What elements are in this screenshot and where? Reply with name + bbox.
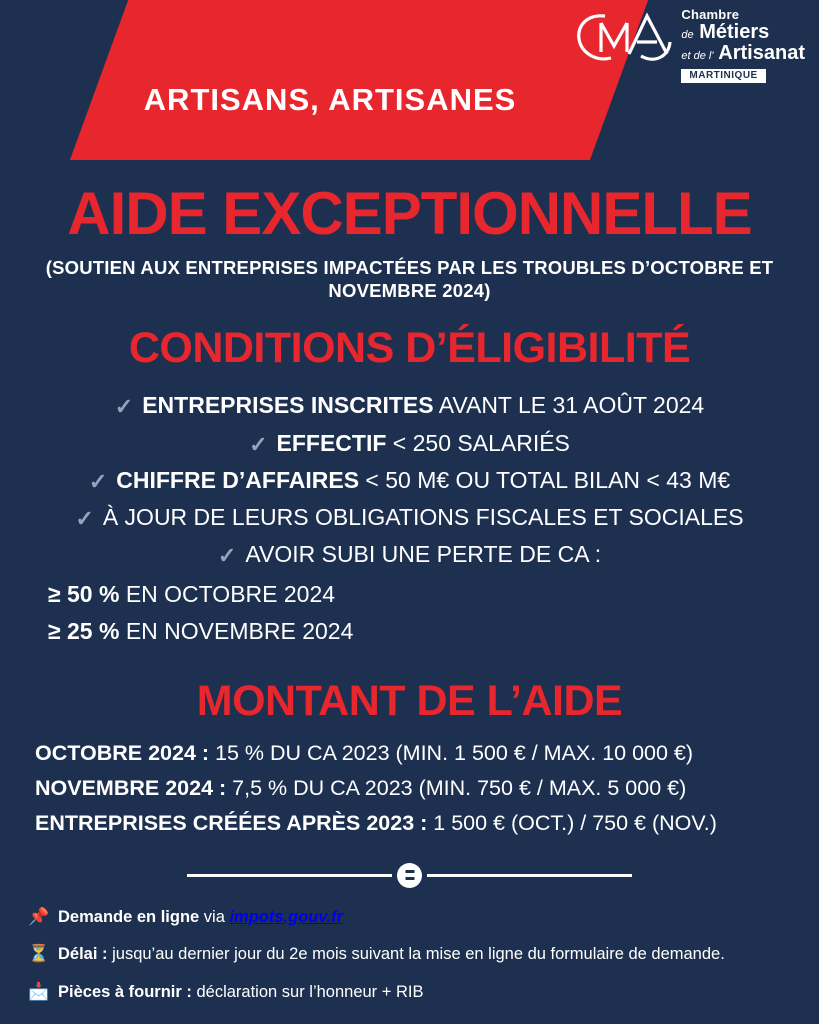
amount-line-bold: OCTOBRE 2024 : <box>35 741 210 766</box>
loss-line <box>48 613 819 651</box>
list-item-text: À JOUR DE LEURS OBLIGATIONS FISCALES ET SOCIALES <box>102 504 744 530</box>
note-text: jusqu’au dernier jour du 2e mois suivant la mise en ligne du formulaire de demande. <box>107 945 725 964</box>
note-bold: Pièces à fournir : <box>58 982 192 1001</box>
amount-line-text: 7,5 % DU CA 2023 (MIN. 750 € / MAX. 5 000 €) <box>226 776 687 801</box>
note-bold: Demande en ligne <box>58 907 200 926</box>
loss-line <box>48 576 819 614</box>
list-item <box>0 387 819 424</box>
page-subtitle: (SOUTIEN AUX ENTREPRISES IMPACTÉES PAR LES TROUBLES D’OCTOBRE ET NOVEMBRE 2024) <box>45 257 774 302</box>
hourglass-icon: ⏳ <box>28 944 50 964</box>
list-item-text: < 250 SALARIÉS <box>386 429 570 456</box>
note-mid: via <box>199 907 230 926</box>
check-icon: ✓ <box>88 468 108 494</box>
amount-line <box>35 806 819 841</box>
footer-notes <box>0 904 819 1006</box>
section-divider <box>0 863 819 888</box>
list-item-bold: EFFECTIF <box>276 429 387 456</box>
amount-section-title: MONTANT DE L’AIDE <box>196 677 623 726</box>
list-item-bold: CHIFFRE D’AFFAIRES <box>116 466 360 493</box>
loss-line-bold: ≥ 25 % <box>48 618 120 645</box>
logo-line-metiers-prefix: de <box>681 28 694 41</box>
divider-bar-left <box>187 874 392 877</box>
list-item-text: AVANT LE 31 AOÛT 2024 <box>433 392 705 419</box>
note-bold: Délai : <box>58 945 108 964</box>
divider-bar-right <box>427 874 632 877</box>
loss-thresholds <box>0 576 819 652</box>
check-icon: ✓ <box>217 543 237 569</box>
loss-line-bold: ≥ 50 % <box>48 580 120 607</box>
loss-line-text: EN OCTOBRE 2024 <box>119 580 336 607</box>
note-text: déclaration sur l’honneur + RIB <box>191 982 424 1001</box>
envelope-icon: 📩 <box>28 981 50 1001</box>
list-item <box>28 904 819 931</box>
amount-line-bold: NOVEMBRE 2024 : <box>35 776 227 801</box>
amount-line-text: 1 500 € (OCT.) / 750 € (NOV.) <box>427 811 717 836</box>
artisans-banner-text: ARTISANS, ARTISANES <box>143 82 517 117</box>
list-item-bold: ENTREPRISES INSCRITES <box>142 392 434 419</box>
logo-region-badge: MARTINIQUE <box>681 69 765 84</box>
amount-line <box>35 736 819 771</box>
logo-line-artisanat-prefix: et de l' <box>681 49 714 62</box>
check-icon: ✓ <box>249 431 268 457</box>
cma-logo-text <box>681 6 805 83</box>
list-item-text: AVOIR SUBI UNE PERTE DE CA : <box>245 541 602 568</box>
impots-gouv-link[interactable]: impots.gouv.fr <box>229 907 344 926</box>
cma-logo-icon <box>571 6 675 68</box>
amount-list <box>0 736 819 840</box>
list-item <box>0 462 819 499</box>
page-title: AIDE EXCEPTIONNELLE <box>67 180 752 247</box>
check-icon: ✓ <box>114 394 134 420</box>
list-item-text: < 50 M€ OU TOTAL BILAN < 43 M€ <box>359 466 731 493</box>
eligibility-section-title: CONDITIONS D’ÉLIGIBILITÉ <box>128 324 691 373</box>
eligibility-list <box>0 387 819 573</box>
list-item <box>0 536 819 573</box>
loss-line-text: EN NOVEMBRE 2024 <box>119 618 354 645</box>
cma-logo <box>571 6 805 83</box>
header-banner <box>0 0 819 168</box>
logo-line-artisanat <box>681 43 805 64</box>
divider-knob-icon <box>397 863 422 888</box>
logo-line-chambre: Chambre <box>681 7 740 22</box>
logo-line-metiers-main: Métiers <box>699 20 770 43</box>
amount-line <box>35 771 819 806</box>
pushpin-icon: 📌 <box>28 906 50 926</box>
list-item <box>0 425 819 462</box>
logo-line-artisanat-main: Artisanat <box>718 41 805 64</box>
amount-line-bold: ENTREPRISES CRÉÉES APRÈS 2023 : <box>35 811 428 836</box>
logo-line-metiers <box>681 22 805 43</box>
amount-line-text: 15 % DU CA 2023 (MIN. 1 500 € / MAX. 10 000 €) <box>209 741 694 766</box>
list-item <box>28 979 819 1006</box>
check-icon: ✓ <box>75 506 94 531</box>
list-item <box>0 499 819 536</box>
list-item <box>28 941 819 968</box>
